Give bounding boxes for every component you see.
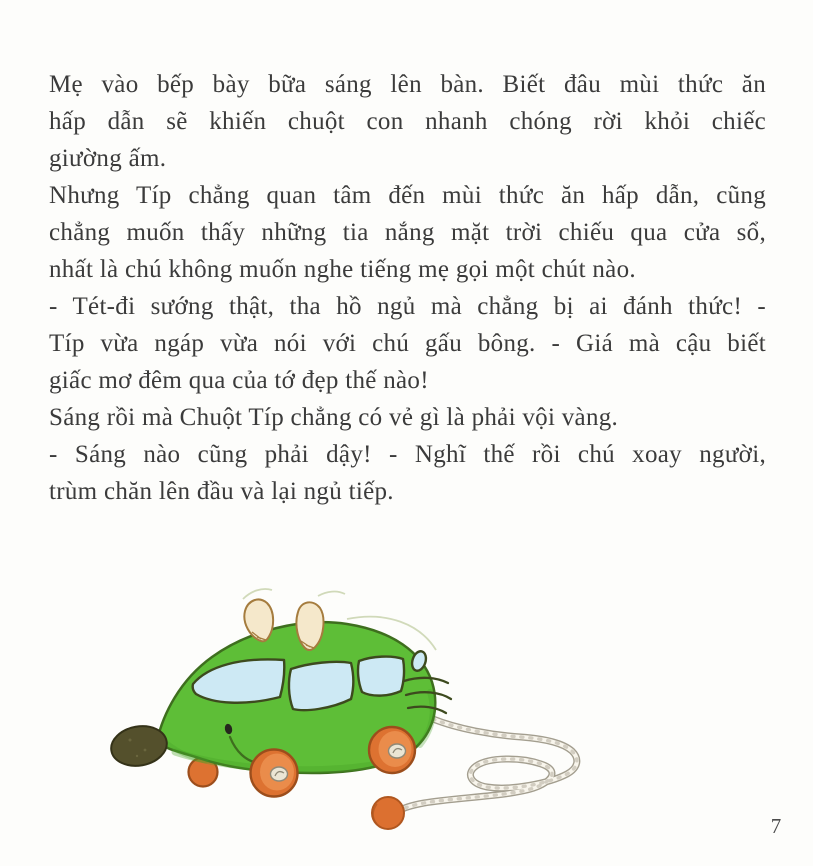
side-window bbox=[289, 662, 353, 710]
text-line: giấc mơ đêm qua của tớ đẹp thế nào! bbox=[49, 367, 429, 394]
story-text bbox=[49, 66, 766, 510]
text-line: Típ vừa ngáp vừa nói với chú gấu bông. - Giá mà cậu biết bbox=[49, 330, 766, 357]
text-line: trùm chăn lên đầu và lại ngủ tiếp. bbox=[49, 478, 394, 505]
text-line: - Sáng nào cũng phải dậy! - Nghĩ thế rồi chú xoay người, bbox=[49, 441, 766, 468]
toy-mouse-illustration bbox=[60, 575, 620, 845]
pull-string-ball bbox=[372, 797, 404, 829]
text-line: - Tét-đi sướng thật, tha hồ ngủ mà chẳng bị ai đánh thức! - bbox=[49, 293, 766, 320]
text-line: nhất là chú không muốn nghe tiếng mẹ gọi một chút nào. bbox=[49, 256, 636, 283]
mouse-ear-left bbox=[244, 600, 273, 642]
rear-window bbox=[358, 657, 404, 696]
text-line: chẳng muốn thấy những tia nắng mặt trời chiếu qua cửa sổ, bbox=[49, 219, 766, 246]
mouse-ear-right bbox=[296, 602, 323, 650]
text-line: Nhưng Típ chẳng quan tâm đến mùi thức ăn hấp dẫn, cũng bbox=[49, 182, 766, 209]
rear-wheel bbox=[369, 727, 415, 773]
text-line: Sáng rồi mà Chuột Típ chẳng có vẻ gì là phải vội vàng. bbox=[49, 404, 619, 431]
page-number: 7 bbox=[770, 814, 782, 838]
text-line: hấp dẫn sẽ khiến chuột con nhanh chóng rời khỏi chiếc bbox=[49, 108, 766, 135]
text-line: Mẹ vào bếp bày bữa sáng lên bàn. Biết đâu mùi thức ăn bbox=[49, 71, 766, 98]
text-line: giường ấm. bbox=[49, 145, 167, 172]
front-wheel bbox=[251, 750, 298, 797]
